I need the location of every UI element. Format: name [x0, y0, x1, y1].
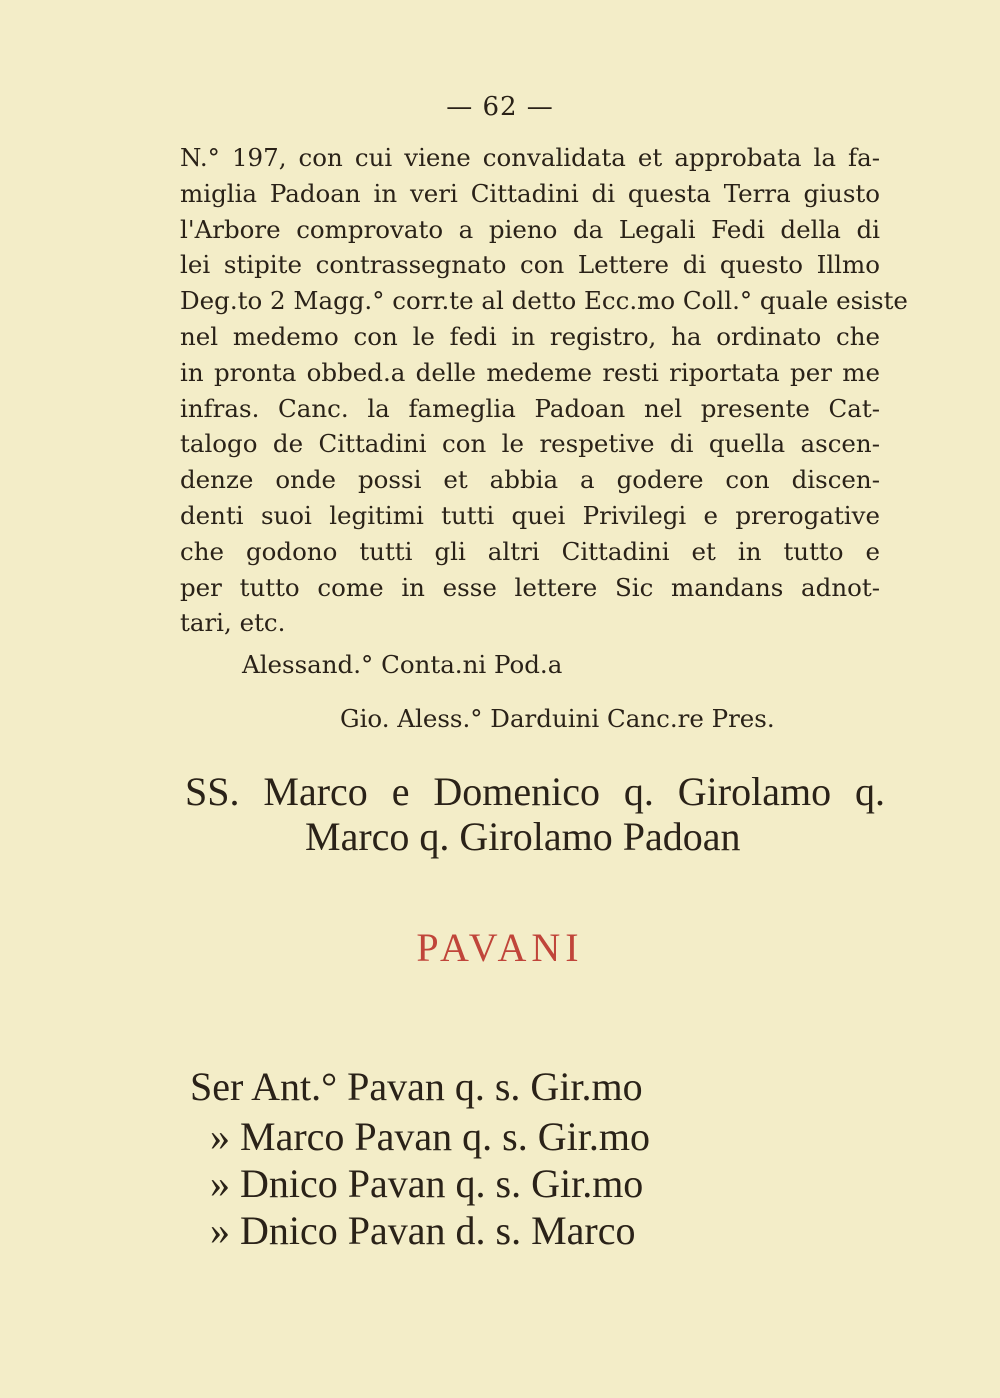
paragraph-line: N.° 197, con cui viene convalidata et approbata la fa- — [180, 143, 880, 172]
paragraph-line: talogo de Cittadini con le respetive di quella ascen- — [180, 429, 880, 459]
paragraph-line: tari, etc. — [180, 608, 286, 638]
member-entry: » Dnico Pavan d. s. Marco — [210, 1208, 636, 1253]
page-number: — 62 — — [446, 92, 554, 122]
paragraph-line: che godono tutti gli altri Cittadini et in tutto e — [180, 536, 880, 566]
family-title: PAVANI — [416, 925, 584, 970]
member-entry: » Dnico Pavan q. s. Gir.mo — [210, 1161, 644, 1206]
paragraph-line: infras. Canc. la fameglia Padoan nel presente Cat- — [180, 393, 880, 423]
paragraph-line: l'Arbore comprovato a pieno da Legali Fedi della di — [180, 214, 880, 244]
paragraph-line: denti suoi legitimi tutti quei Privilegi e prerogative — [180, 500, 880, 530]
body-paragraph — [180, 140, 908, 641]
paragraph-line: lei stipite contrassegnato con Lettere di questo Illmo — [180, 250, 880, 280]
member-entry: Ser Ant.° Pavan q. s. Gir.mo — [190, 1064, 643, 1109]
signature-chancellor: Gio. Aless.° Darduini Canc.re Pres. — [340, 704, 775, 733]
member-entry: » Marco Pavan q. s. Gir.mo — [210, 1114, 650, 1159]
paragraph-line: in pronta obbed.a delle medeme resti riportata per me — [180, 357, 880, 387]
signature-podesta: Alessand.° Conta.ni Pod.a — [242, 650, 563, 679]
paragraph-line: denze onde possi et abbia a godere con discen- — [180, 465, 880, 495]
paragraph-line: per tutto come in esse lettere Sic mandans adnot- — [180, 572, 880, 602]
paragraph-line: miglia Padoan in veri Cittadini di questa Terra giusto — [180, 178, 880, 208]
paragraph-line: nel medemo con le fedi in registro, ha ordinato che — [180, 321, 880, 351]
section-heading-line-2: Marco q. Girolamo Padoan — [305, 814, 741, 859]
section-heading-line-1: SS. Marco e Domenico q. Girolamo q. — [185, 769, 885, 814]
paragraph-line: Deg.to 2 Magg.° corr.te al detto Ecc.mo Coll.° quale esiste — [180, 286, 908, 316]
